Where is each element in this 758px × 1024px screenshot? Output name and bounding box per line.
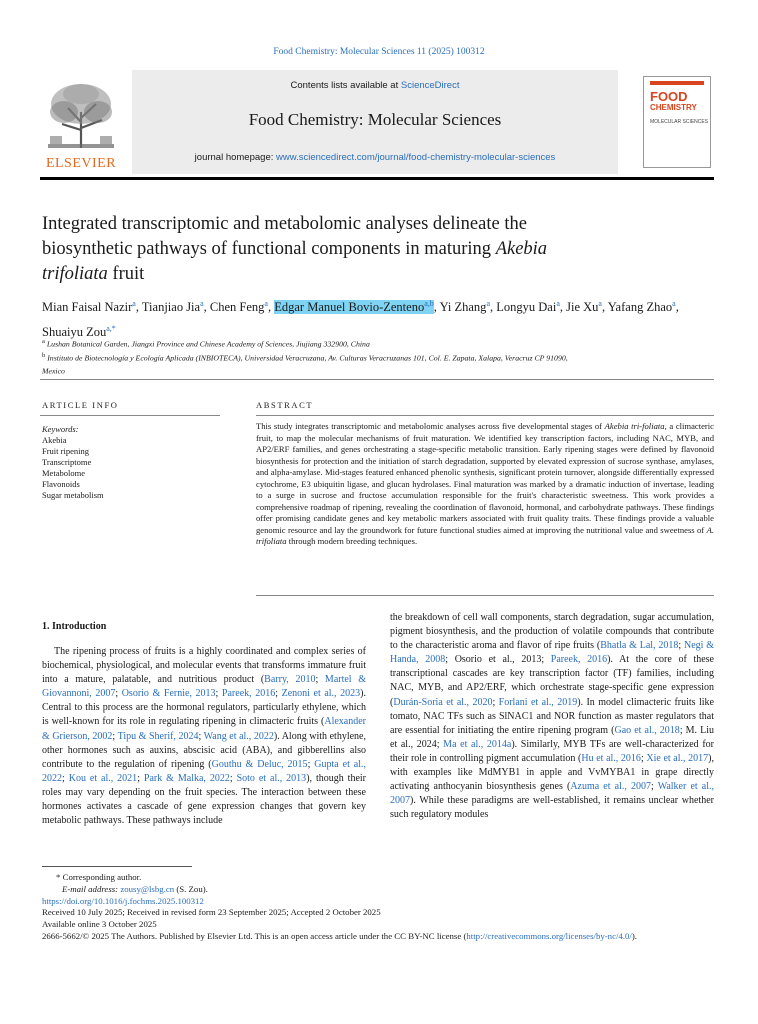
keyword-item: Fruit ripening — [42, 446, 89, 456]
citation-link[interactable]: Pareek, 2016 — [221, 688, 276, 700]
corresponding-note: * Corresponding author. — [56, 872, 142, 882]
author-affiliation-mark[interactable]: a,* — [106, 324, 116, 334]
keywords-label: Keywords: — [42, 424, 79, 434]
author-name[interactable]: Yi Zhang — [439, 300, 487, 315]
article-info-rule — [40, 415, 220, 416]
author-name[interactable]: Mian Faisal Nazir — [42, 300, 133, 315]
cover-accent-bar — [650, 81, 704, 85]
author-affiliation-mark[interactable]: a — [264, 299, 268, 308]
abstract-end-rule — [256, 595, 714, 596]
cover-subtitle: MOLECULAR SCIENCES — [650, 119, 709, 125]
body-text: ; — [650, 781, 658, 793]
body-text: ). Central to this process are the hormonal regulators, particularly ethylene, which is well-known for its role in regulating ripening in climacteric fruits ( — [42, 688, 367, 728]
elsevier-tree-icon — [40, 78, 122, 154]
citation-link[interactable]: Durán-Soria et al., 2020 — [393, 696, 493, 708]
body-text: ; — [229, 772, 237, 784]
contents-line: Contents lists available at ScienceDirect — [290, 80, 460, 91]
license-note: 2666-5662/© 2025 The Authors. Published by Elsevier Ltd. This is an open access article under the CC BY-NC license (http://creativecommons.org/licenses/by-nc/4.0/). — [42, 930, 638, 941]
abstract-heading: ABSTRACT — [256, 400, 314, 410]
keyword-item: Transcriptome — [42, 457, 92, 467]
body-text: ; — [112, 730, 118, 742]
affiliations — [42, 336, 702, 377]
elsevier-logo[interactable] — [40, 78, 122, 170]
citation-link[interactable]: Kou et al., 2021 — [68, 772, 138, 784]
doi-link[interactable]: https://doi.org/10.1016/j.fochms.2025.100312 — [42, 895, 204, 906]
body-text: ), with examples like MdMYB1 in apple and VvMYBA1 in grape directly activating anthocyanin biosynthesis genes ( — [390, 752, 714, 793]
citation-link[interactable]: Wang et al., 2022 — [203, 730, 274, 742]
license-link[interactable]: http://creativecommons.org/licenses/by-nc/4.0/ — [466, 930, 632, 941]
citation-link[interactable]: Negi & Handa, 2008 — [390, 640, 714, 666]
elsevier-wordmark: ELSEVIER — [45, 156, 117, 171]
abstract-text: This study integrates transcriptomic and metabolomic analyses across five developmental stages of Akebia tri-foliata, a climacteric fruit, to map the molecular mechanisms of fruit maturation. We identified key transcription factors, including NAC, MYB, and AP2/ERF families, and genes orchestrating a stage-specific metabolic transition. Early ripening stages were defined by flavonoid biosynthesis for protection and the initiation of starch degradation, supported by elevated expression of sucrose synthase, amylases, and alpha-amylase. Mid-stages featured enhanced phenolic synthesis, significant protein turnover, alongside differentially expressed cytochrome, E3 ubiquitin ligase, and glucan hydrolases. Final maturation was marked by a dramatic induction of invertase, leading to a surge in sucrose and fructose accumulation responsible for the fruit's characteristic sweetness. This work provides a comprehensive roadmap of ripening, revealing the coordination of flavonoid, hormonal, and carbohydrate pathways. These findings offer promising candidate genes and key metabolic markers associated with fruit quality traits. These findings provide a valuable genomic resource and lay the groundwork for future functional studies aimed at improving the nutritional value and sweetness of A. trifoliata through modern breeding techniques. — [256, 421, 714, 547]
citation-link[interactable]: Barry, 2010 — [264, 674, 316, 686]
citation-link[interactable]: Xie et al., 2017 — [646, 752, 709, 764]
body-text: ; — [215, 688, 222, 700]
citation-link[interactable]: Martel & Giovannoni, 2007 — [42, 674, 367, 700]
citation-link[interactable]: Hu et al., 2016 — [581, 752, 641, 764]
body-text: ). Along with ethylene, other hormones such as auxins, abscisic acid (ABA), and gibberellins also contribute to the regulation of ripening ( — [42, 730, 366, 770]
author-name[interactable]: Tianjiao Jia — [141, 300, 201, 315]
footnotes — [42, 872, 714, 943]
body-text: ), though their roles may vary depending on the fruit species. The interaction between these hormones activates a cascade of gene expression changes that govern key metabolic pathways. These pathways include — [42, 772, 366, 827]
citation-link[interactable]: Forlani et al., 2019 — [498, 696, 578, 708]
intro-column-left — [42, 645, 366, 828]
available-online: Available online 3 October 2025 — [42, 919, 157, 930]
body-text: ; M. Liu et al., 2024; — [390, 724, 715, 750]
author-affiliation-mark[interactable]: a — [672, 299, 676, 308]
citation-link[interactable]: Gouthu & Deluc, 2015 — [211, 758, 308, 770]
abstract-rule — [256, 415, 714, 416]
citation-link[interactable]: Soto et al., 2013 — [236, 772, 307, 784]
affiliation-line: $^b$ Instituto de Biotecnología y Ecología Aplicada (INBIOTECA), Universidad Veracruzana, Av. Culturas Veracruzanas 101, Col. E. Zapata, Xalapa, Veracruz CP 91090, — [42, 351, 568, 363]
author-affiliation-mark[interactable]: a — [556, 299, 560, 308]
body-text: ; — [315, 674, 325, 686]
body-text: ). At the core of these transcriptional cascades are key transcription factor (TF) families, including NAC, MYB, and AP2/ERF, which orchestrate stage-specific gene expression ( — [390, 654, 714, 708]
body-text: ; — [198, 730, 204, 742]
author-name[interactable]: Edgar Manuel Bovio-Zenteno — [274, 300, 425, 315]
author-affiliation-mark[interactable]: a — [200, 299, 204, 308]
author-affiliation-mark[interactable]: a — [132, 299, 136, 308]
citation-link[interactable]: Zenoni et al., 2023 — [281, 688, 361, 700]
body-text: ; — [640, 752, 647, 764]
keyword-item: Akebia — [42, 435, 67, 445]
body-text: The ripening process of fruits is a highly coordinated and complex series of biochemical, physiological, and molecular events that transforms immature fruit into a mature, palatable, and nutritious product ( — [42, 646, 366, 686]
citation-link[interactable]: Gao et al., 2018 — [614, 724, 680, 736]
body-text: ; Osorio et al., 2013; — [445, 654, 551, 666]
author-name[interactable]: Yafang Zhao — [607, 300, 673, 315]
header-rule — [40, 177, 714, 180]
keyword-item: Metabolome — [42, 468, 85, 478]
article-title: Integrated transcriptomic and metabolomic analyses delineate the biosynthetic pathways of functional components in maturing Akebia trifoliata fruit — [42, 214, 548, 284]
homepage-link[interactable]: www.sciencedirect.com/journal/food-chemistry-molecular-sciences — [276, 152, 556, 163]
body-text: ; — [492, 696, 499, 708]
journal-title[interactable]: Food Chemistry: Molecular Sciences — [248, 110, 502, 129]
affiliation-line: $^a$ Lushan Botanical Garden, Jiangxi Province and Chinese Academy of Sciences, Jiujiang 332900, China — [42, 338, 370, 349]
citation-link[interactable]: Bhatla & Lal, 2018 — [600, 640, 679, 652]
intro-column-right — [390, 611, 714, 822]
author-affiliation-mark[interactable]: a — [598, 299, 602, 308]
citation-link[interactable]: Azuma et al., 2007 — [570, 781, 651, 793]
body-text: ). Similarly, MYB TFs are well-characterized for their role in controlling pigment accumulation ( — [390, 738, 714, 764]
citation-link[interactable]: Tipu & Sherif, 2024 — [117, 730, 199, 742]
journal-cover-thumbnail[interactable] — [643, 76, 711, 168]
email-link[interactable]: zousy@lsbg.cn — [120, 883, 175, 894]
masthead-center — [132, 70, 618, 174]
author-list: Mian Faisal Nazir$^a$, Tianjiao Jia$^a$, Chen Feng$^a$, Edgar Manuel Bovio-Zenteno$^{a,b}$, Yi Zhang$^a$, Longyu Dai$^a$, Jie Xu$^a$, Yafang Zhao$^a$, Shuaiyu Zou$^{a,*}$ — [42, 299, 679, 340]
citation-link[interactable]: Osorio & Fernie, 2013 — [121, 688, 216, 700]
citation-link[interactable]: Gupta et al., 2022 — [42, 758, 367, 784]
author-name[interactable]: Chen Feng — [209, 300, 265, 315]
body-text: ; — [307, 758, 315, 770]
section-rule — [40, 379, 714, 380]
journal-homepage: journal homepage: www.sciencedirect.com/journal/food-chemistry-molecular-sciences — [194, 152, 556, 163]
body-text: the breakdown of cell wall components, starch degradation, sugar accumulation, pigment biosynthesis, and the production of volatile compounds that contribute to the characteristic aroma and flavor of ripe fruits ( — [390, 612, 714, 652]
author-name[interactable]: Jie Xu — [566, 300, 599, 315]
email-note: E-mail address: zousy@lsbg.cn (S. Zou). — [62, 883, 208, 894]
cover-title: FOOD CHEMISTRY — [650, 89, 697, 112]
body-text: ). In model climacteric fruits like tomato, NAC TFs such as SlNAC1 and NOR function as master regulators that are essential for initiating the entire ripening program ( — [390, 696, 714, 736]
author-affiliation-mark[interactable]: a,b — [424, 299, 434, 308]
keyword-item: Flavonoids — [42, 479, 80, 489]
body-text: ; — [115, 688, 122, 700]
citation-line[interactable]: Food Chemistry: Molecular Sciences 11 (2025) 100312 — [273, 47, 485, 57]
introduction-heading: 1. Introduction — [42, 621, 107, 632]
author-name[interactable]: Longyu Dai — [496, 300, 557, 315]
citation-link[interactable]: Walker et al., 2007 — [390, 781, 714, 807]
citation-link[interactable]: Alexander & Grierson, 2002 — [42, 716, 366, 742]
citation-link[interactable]: Pareek, 2016 — [550, 654, 608, 666]
affiliation-line: Mexico — [42, 366, 65, 376]
body-text: ; — [137, 772, 144, 784]
journal-masthead — [40, 70, 712, 174]
citation-link[interactable]: Park & Malka, 2022 — [143, 772, 230, 784]
sciencedirect-link[interactable]: ScienceDirect — [400, 80, 460, 91]
article-info-heading: ARTICLE INFO — [42, 400, 119, 410]
body-text: ; — [62, 772, 69, 784]
received-dates: Received 10 July 2025; Received in revised form 23 September 2025; Accepted 2 October 2025 — [42, 907, 381, 918]
author-name[interactable]: Shuaiyu Zou — [42, 325, 107, 340]
footnote-rule — [42, 866, 192, 867]
keyword-item: Sugar metabolism — [42, 490, 104, 500]
author-affiliation-mark[interactable]: a — [486, 299, 490, 308]
body-text: ; — [275, 688, 282, 700]
keywords-block — [42, 424, 212, 501]
citation-link[interactable]: Ma et al., 2014a — [443, 738, 512, 750]
body-text: ). While these paradigms are well-established, it remains unclear whether such regulatory modules — [390, 795, 714, 821]
body-text: ; — [678, 640, 684, 652]
